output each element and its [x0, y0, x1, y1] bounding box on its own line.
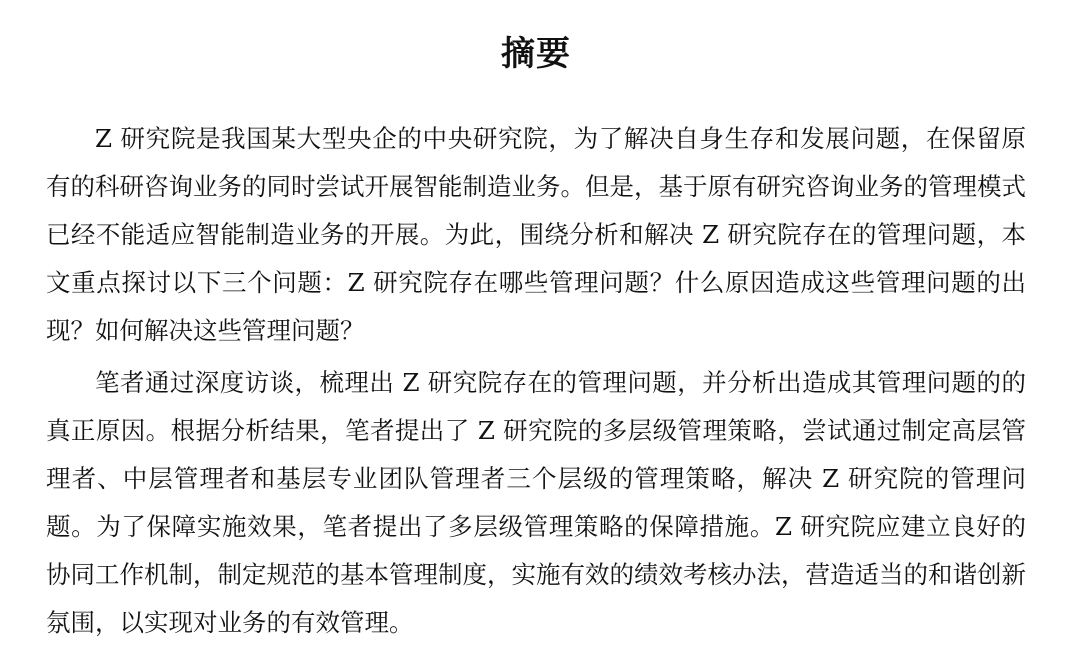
- abstract-paragraph-1: Z 研究院是我国某大型央企的中央研究院，为了解决自身生存和发展问题，在保留原有的科研咨询业务的同时尝试开展智能制造业务。但是，基于原有研究咨询业务的管理模式已经不能适应智能制造业务的开展。为此，围绕分析和解决 Z 研究院存在的管理问题，本文重点探讨以下三个问题：Z 研究院存在哪些管理问题？什么原因造成这些管理问题的出现？如何解决这些管理问题？: [46, 124, 1026, 345]
- abstract-title: 摘要: [501, 34, 571, 74]
- abstract-body: [46, 115, 1026, 647]
- abstract-paragraph-2: 笔者通过深度访谈，梳理出 Z 研究院存在的管理问题，并分析出造成其管理问题的的真正原因。根据分析结果，笔者提出了 Z 研究院的多层级管理策略，尝试通过制定高层管理者、中层管理者和基层专业团队管理者三个层级的管理策略，解决 Z 研究院的管理问题。为了保障实施效果，笔者提出了多层级管理策略的保障措施。Z 研究院应建立良好的协同工作机制，制定规范的基本管理制度，实施有效的绩效考核办法，营造适当的和谐创新氛围，以实现对业务的有效管理。: [46, 368, 1026, 637]
